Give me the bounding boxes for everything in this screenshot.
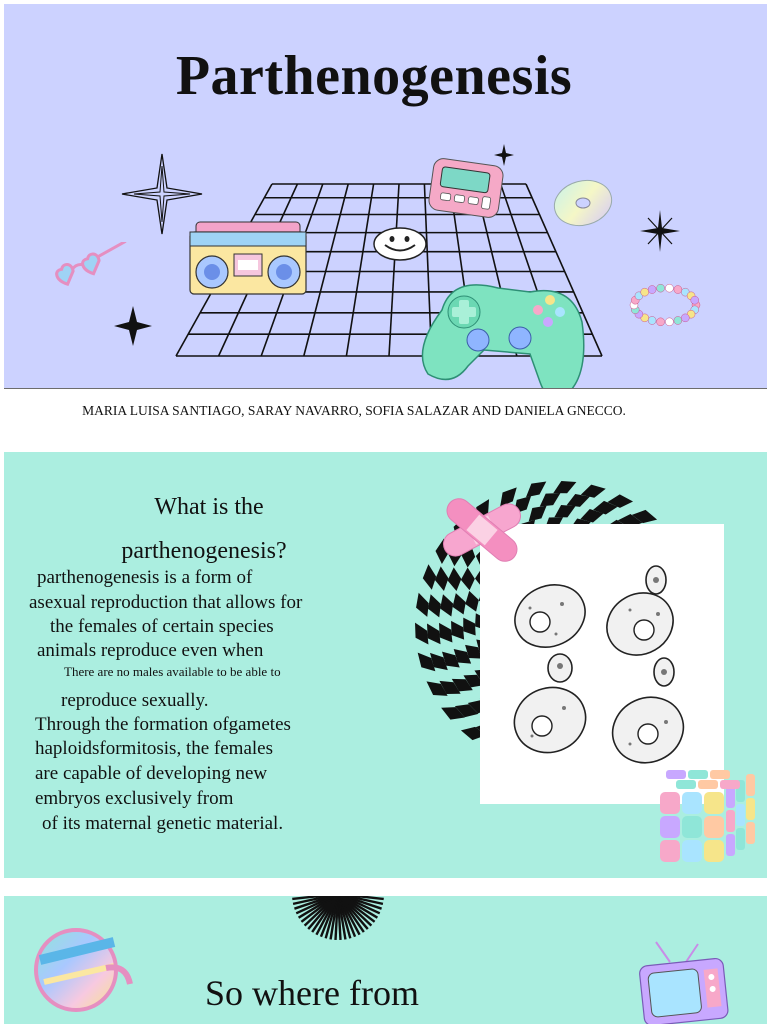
holo-letter-icon [30,920,138,1016]
body-line-7: haploidsformitosis, the females [35,738,273,759]
cd-icon [552,178,614,228]
pager-icon [428,158,504,218]
bandage-icon [434,494,530,566]
question-line-1: What is the [154,494,264,520]
slide-title: So where from [205,973,419,1013]
definition-slide [4,452,767,878]
body-line-10: of its maternal genetic material. [42,813,284,834]
body-line-6: Through the formation ofgametes [35,714,291,735]
gamepad-icon [412,270,588,388]
heart-glasses-icon [52,242,144,304]
body-line-4: animals reproduce even when [37,640,264,661]
body-line-8: are capable of developing new [35,763,268,784]
bead-bracelet-icon [628,282,702,328]
body-line-1: parthenogenesis is a form of [37,567,253,588]
sparkle-icon [640,210,680,252]
striped-circle [288,896,388,940]
question-line-2: parthenogenesis? [121,538,287,564]
smiley-icon [372,226,428,262]
body-line-9: embryos exclusively from [35,788,234,809]
credits-bar [4,388,767,438]
small-line: There are no males available to be able to [64,664,281,679]
boombox-icon [188,216,308,296]
sparkle-icon [114,306,152,346]
title-slide [4,4,767,388]
rubiks-cube-icon [652,762,760,870]
slide-title: Parthenogenesis [175,45,573,107]
body-line-2: asexual reproduction that allows for [29,592,303,613]
body-line-3: the females of certain species [50,616,274,637]
authors-line: MARIA LUISA SANTIAGO, SARAY NAVARRO, SOFIA SALAZAR AND DANIELA GNECCO. [82,403,626,418]
origin-slide [4,896,767,1024]
body-line-5: reproduce sexually. [61,690,209,711]
retro-tv-icon [636,940,732,1024]
